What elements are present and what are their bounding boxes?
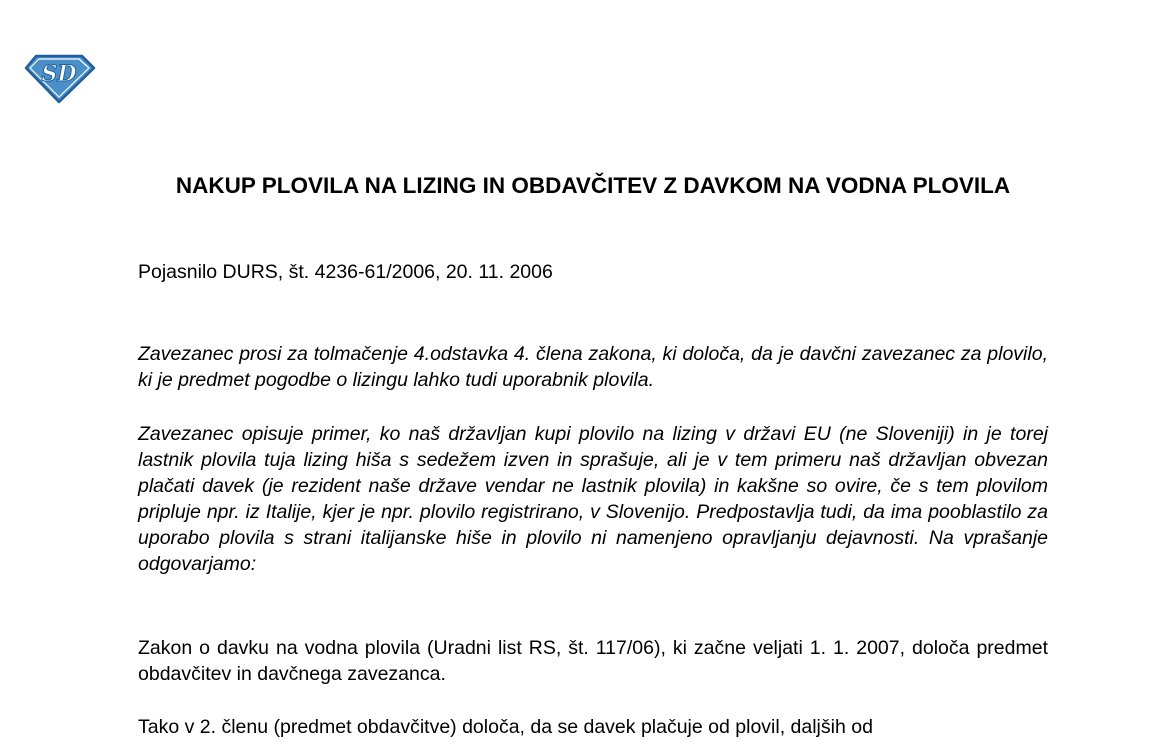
sd-shield-logo-icon	[22, 50, 96, 104]
answer-paragraph-1: Zakon o davku na vodna plovila (Uradni list RS, št. 117/06), ki začne veljati 1. 1. 2007, določa predmet obdavčitev in davčnega zavezanca.	[138, 637, 1048, 685]
question-paragraph-1: Zavezanec prosi za tolmačenje 4.odstavka 4. člena zakona, ki določa, da je davčni zavezanec za plovilo, ki je predmet pogodbe o lizingu lahko tudi uporabnik plovila.	[138, 343, 1048, 391]
document-title: NAKUP PLOVILA NA LIZING IN OBDAVČITEV Z DAVKOM NA VODNA PLOVILA	[175, 173, 1011, 198]
document-subtitle: Pojasnilo DURS, št. 4236-61/2006, 20. 11. 2006	[138, 261, 553, 283]
answer-paragraph-2: Tako v 2. členu (predmet obdavčitve) določa, da se davek plačuje od plovil, daljših od	[138, 716, 873, 738]
question-paragraph-2: Zavezanec opisuje primer, ko naš državljan kupi plovilo na lizing v državi EU (ne Sloveniji) in je torej lastnik plovila tuja lizing hiša s sedežem izven in sprašuje, ali je v tem primeru naš državljan obvezan plačati davek (je rezident naše države vendar ne lastnik plovila) in kakšne so ovire, če s tem plovilom pripluje npr. iz Italije, kjer je npr. plovilo registrirano, v Slovenijo. Predpostavlja tudi, da ima pooblastilo za uporabo plovila s strani italijanske hiše in plovilo ni namenjeno opravljanju dejavnosti. Na vprašanje odgovarjamo:	[138, 423, 1048, 575]
logo-letters: SD	[41, 61, 77, 87]
